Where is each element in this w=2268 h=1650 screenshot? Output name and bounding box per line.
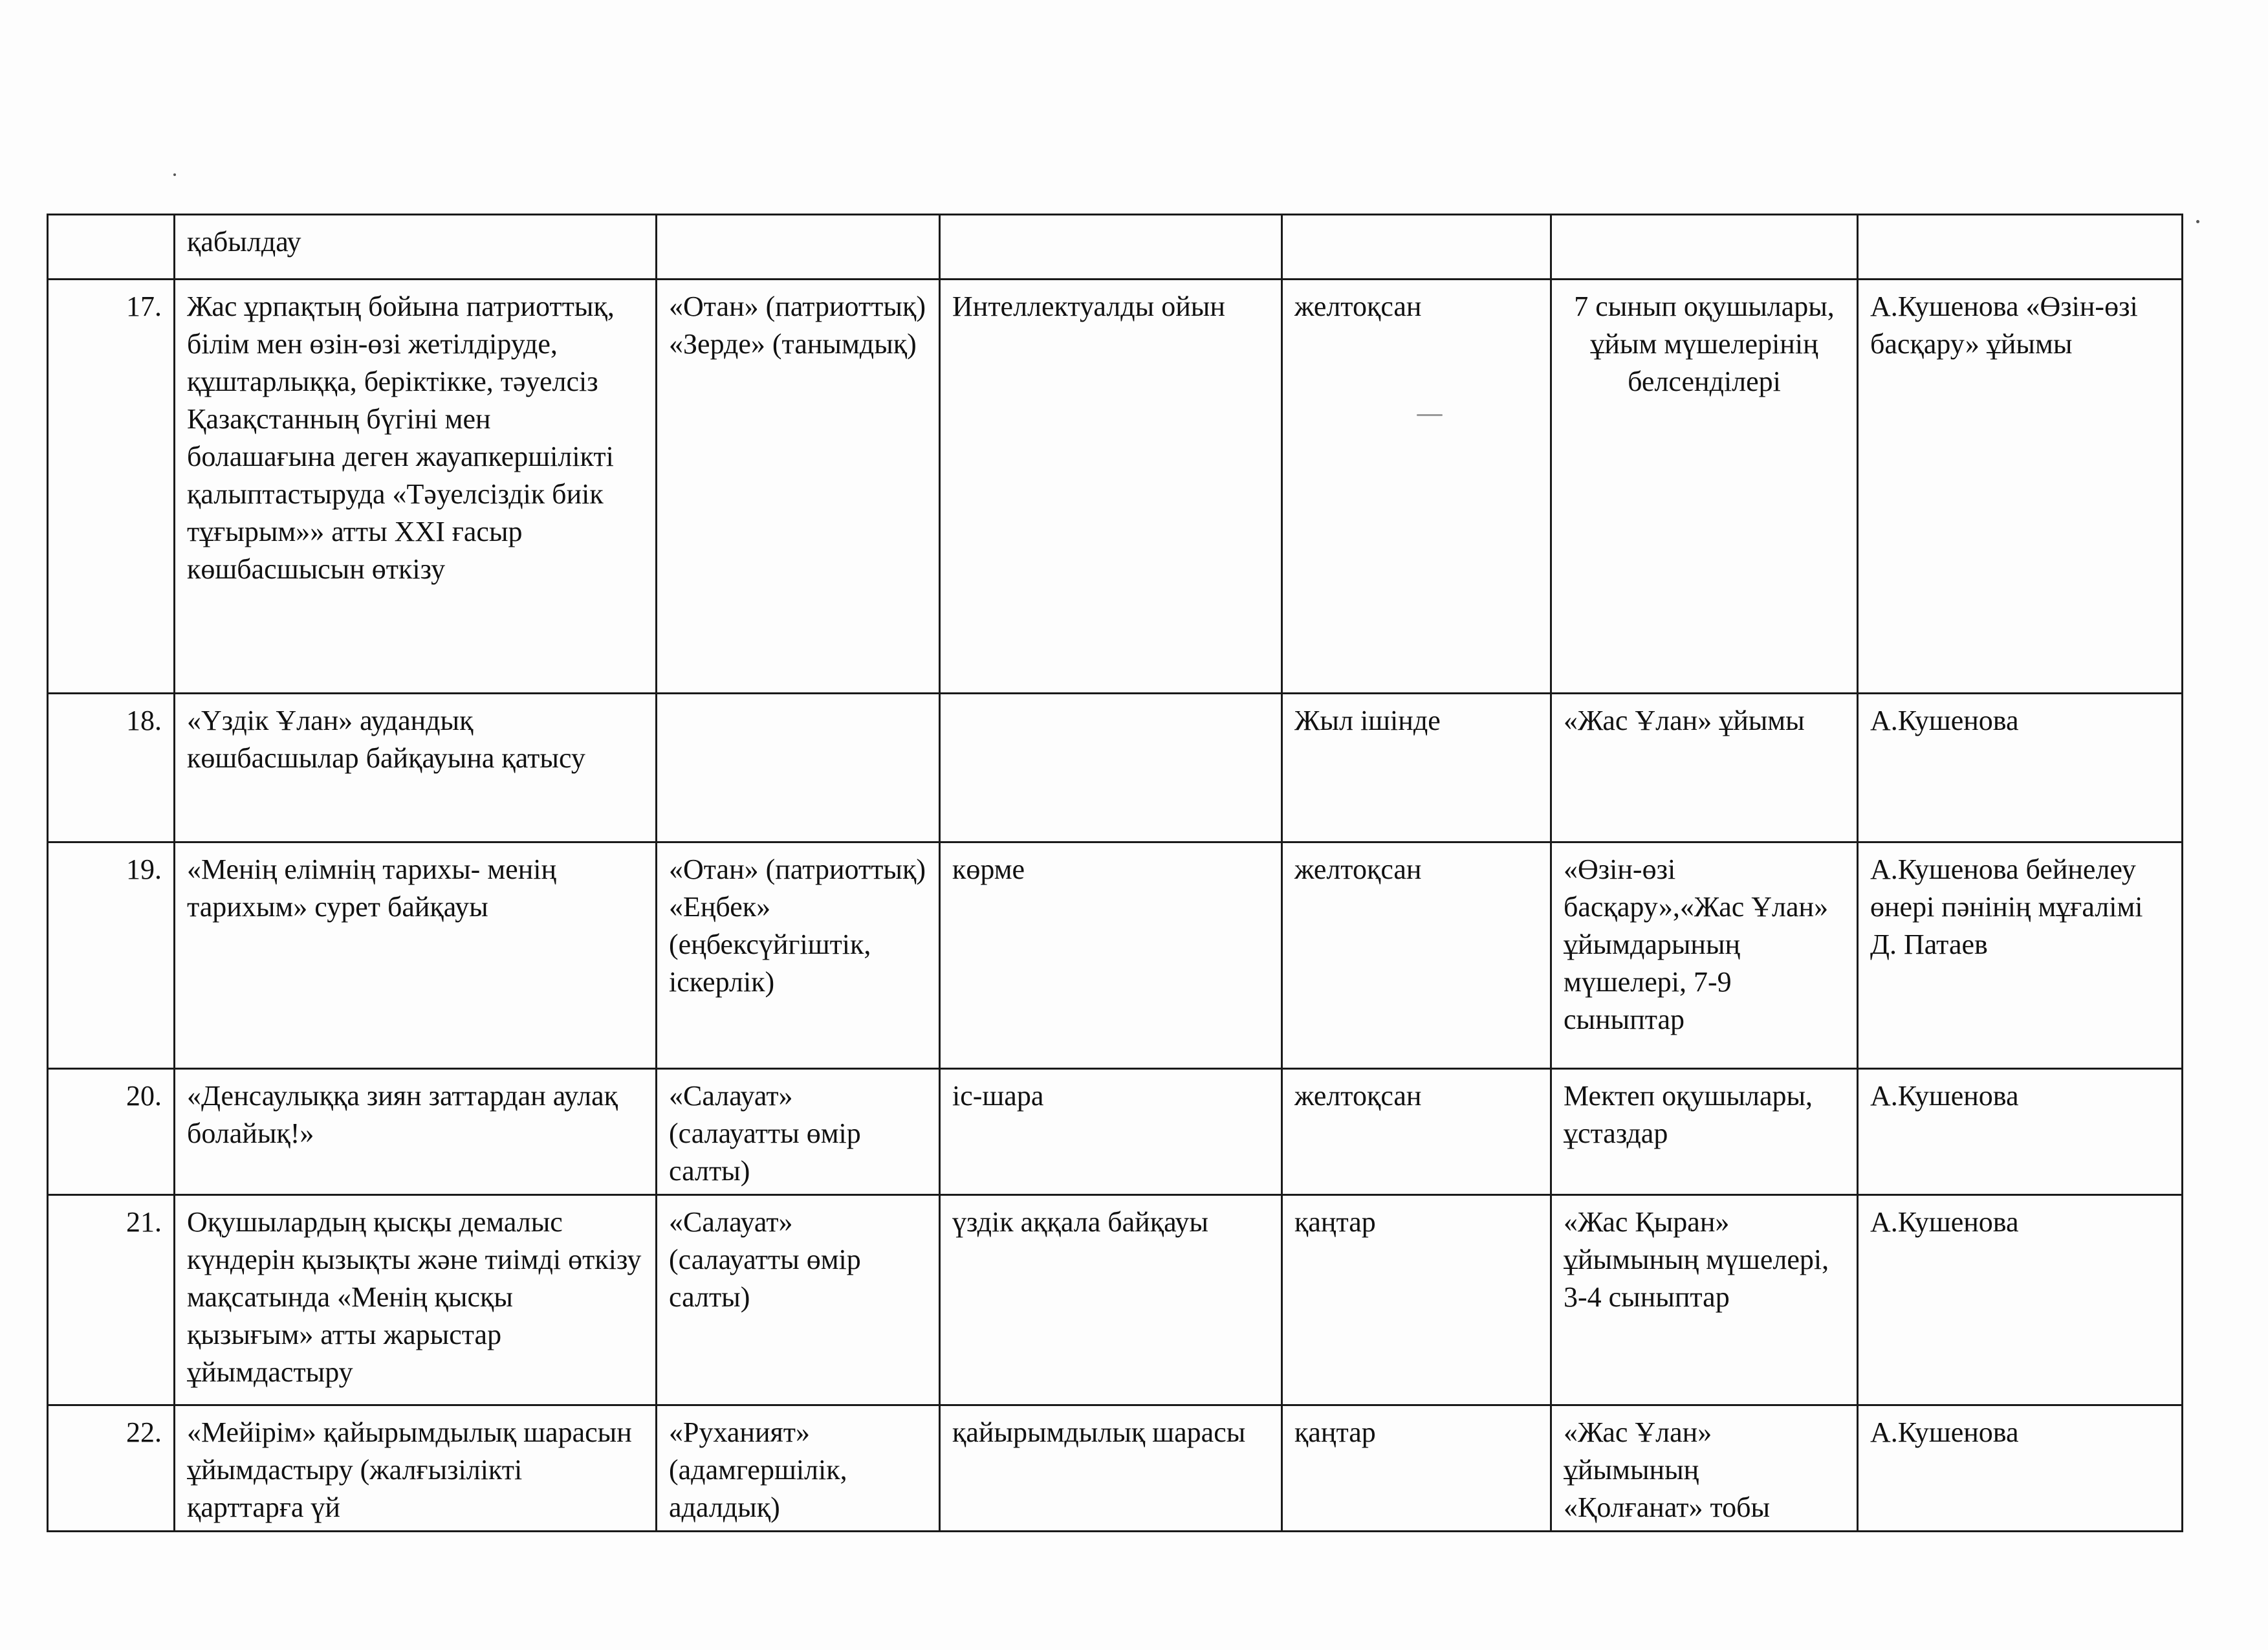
responsible-cell: А.Кушенова «Өзін-өзі басқару» ұйымы xyxy=(1858,280,2183,694)
form-cell: іс-шара xyxy=(940,1069,1282,1195)
participants-cell: Мектеп оқушылары, ұстаздар xyxy=(1551,1069,1858,1195)
form-cell: көрме xyxy=(940,842,1282,1069)
row-number-cell: 21. xyxy=(48,1195,175,1405)
direction-cell: «Салауат» (салауатты өмір салты) xyxy=(657,1069,940,1195)
direction-cell: «Отан» (патриоттық) «Зерде» (танымдық) xyxy=(657,280,940,694)
event-cell: «Денсаулыққа зиян заттардан аулақ болайық!» xyxy=(175,1069,657,1195)
row-number-cell: 18. xyxy=(48,694,175,842)
table-row xyxy=(48,1195,2183,1405)
row-number-cell: 17. xyxy=(48,280,175,694)
table-row-continuation xyxy=(48,215,2183,280)
event-cell: Оқушылардың қысқы демалыс күндерін қызықты және тиімді өткізу мақсатында «Менің қысқы қызығым» атты жарыстар ұйымдастыру xyxy=(175,1195,657,1405)
direction-cell: «Руханият» (адамгершілік, адалдық) xyxy=(657,1405,940,1532)
row-number-cell xyxy=(48,215,175,280)
direction-cell: «Отан» (патриоттық) «Еңбек» (еңбексүйгіштік, іскерлік) xyxy=(657,842,940,1069)
responsible-cell: А.Кушенова xyxy=(1858,1195,2183,1405)
responsible-cell: А.Кушенова xyxy=(1858,694,2183,842)
scan-speck xyxy=(173,173,176,176)
date-cell: қаңтар xyxy=(1282,1405,1551,1532)
date-cell: желтоқсан xyxy=(1282,280,1551,694)
event-cell: қабылдау xyxy=(175,215,657,280)
row-number-cell: 19. xyxy=(48,842,175,1069)
responsible-cell xyxy=(1858,215,2183,280)
responsible-cell: А.Кушенова бейнелеу өнері пәнінің мұғалімі Д. Патаев xyxy=(1858,842,2183,1069)
date-cell xyxy=(1282,215,1551,280)
scan-speck xyxy=(2196,220,2199,223)
event-cell: Жас ұрпақтың бойына патриоттық, білім мен өзін-өзі жетілдіруде, құштарлыққа, беріктікке, тәуелсіз Қазақстанның бүгіні мен болашағына деген жауапкершілікті қалыптастыруда «Тәуелсіздік биік тұғырым»» атты XXI ғасыр көшбасшысын өткізу xyxy=(175,280,657,694)
direction-cell: «Салауат» (салауатты өмір салты) xyxy=(657,1195,940,1405)
event-cell: «Мейірім» қайырымдылық шарасын ұйымдастыру (жалғызілікті қарттарға үй xyxy=(175,1405,657,1532)
participants-cell: 7 сынып оқушылары, ұйым мүшелерінің белсенділері xyxy=(1551,280,1858,694)
row-number-cell: 20. xyxy=(48,1069,175,1195)
event-plan-table xyxy=(47,214,2183,1532)
direction-cell xyxy=(657,215,940,280)
row-number-cell: 22. xyxy=(48,1405,175,1532)
date-cell: желтоқсан xyxy=(1282,1069,1551,1195)
event-cell: «Үздік Ұлан» аудандық көшбасшылар байқауына қатысу xyxy=(175,694,657,842)
participants-cell: «Жас Ұлан» ұйымының «Қолғанат» тобы xyxy=(1551,1405,1858,1532)
form-cell: Интеллектуалды ойын xyxy=(940,280,1282,694)
table-row xyxy=(48,1405,2183,1532)
date-cell: Жыл ішінде xyxy=(1282,694,1551,842)
form-cell xyxy=(940,215,1282,280)
event-cell: «Менің елімнің тарихы- менің тарихым» сурет байқауы xyxy=(175,842,657,1069)
table-row xyxy=(48,842,2183,1069)
participants-cell: «Жас Ұлан» ұйымы xyxy=(1551,694,1858,842)
table-row xyxy=(48,280,2183,694)
participants-cell: «Өзін-өзі басқару»,«Жас Ұлан» ұйымдарының мүшелері, 7-9 сыныптар xyxy=(1551,842,1858,1069)
participants-cell xyxy=(1551,215,1858,280)
participants-cell: «Жас Қыран» ұйымының мүшелері, 3-4 сыныптар xyxy=(1551,1195,1858,1405)
responsible-cell: А.Кушенова xyxy=(1858,1405,2183,1532)
form-cell: үздік аққала байқауы xyxy=(940,1195,1282,1405)
form-cell: қайырымдылық шарасы xyxy=(940,1405,1282,1532)
date-cell: қаңтар xyxy=(1282,1195,1551,1405)
table-row xyxy=(48,1069,2183,1195)
table-row xyxy=(48,694,2183,842)
form-cell xyxy=(940,694,1282,842)
date-cell: желтоқсан xyxy=(1282,842,1551,1069)
direction-cell xyxy=(657,694,940,842)
responsible-cell: А.Кушенова xyxy=(1858,1069,2183,1195)
